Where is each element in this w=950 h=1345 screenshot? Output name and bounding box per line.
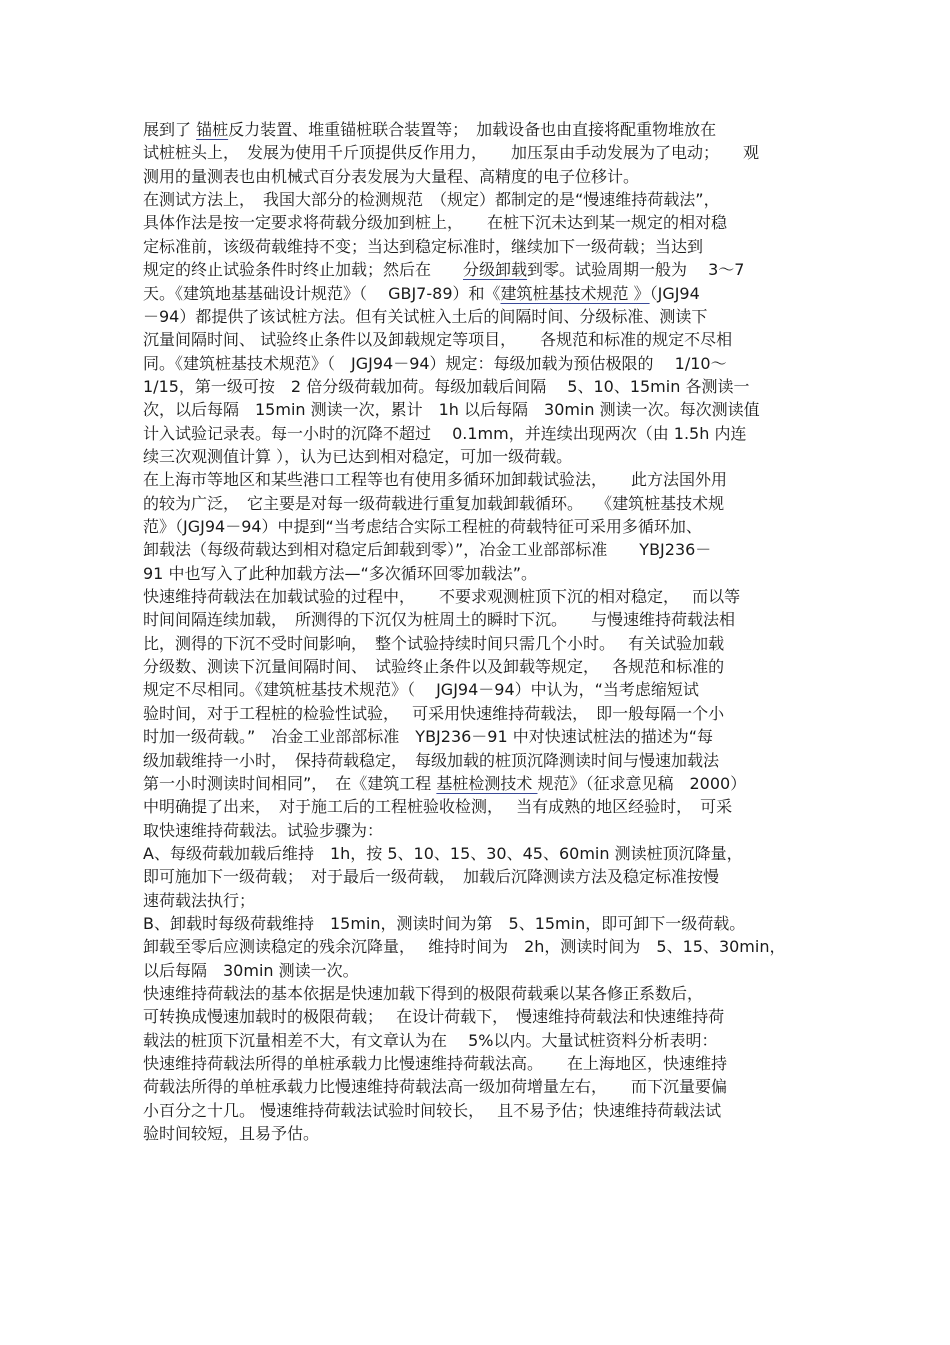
text-run: 比，测得的下沉不受时间影响， 整个试验持续时间只需几个小时。 有关试验加载	[143, 633, 725, 653]
text-line	[143, 608, 813, 632]
text-line	[143, 118, 813, 142]
text-run: 同。《建筑桩基技术规范》（ JGJ94－94）规定：每级加载为预估极限的 1/10～	[143, 353, 727, 373]
text-line	[143, 422, 813, 446]
text-line	[143, 188, 813, 212]
text-line	[143, 1029, 813, 1053]
text-line	[143, 235, 813, 259]
text-run: 可转换成慢速加载时的极限荷载； 在设计荷载下， 慢速维持荷载法和快速维持荷	[143, 1007, 725, 1027]
linked-term[interactable]: 建筑桩基技术规范 》	[500, 283, 650, 303]
text-line	[143, 1099, 813, 1123]
text-line	[143, 305, 813, 329]
linked-term[interactable]: 基桩检测技术	[436, 773, 538, 793]
text-line	[143, 819, 813, 843]
text-run: 的较为广泛， 它主要是对每一级荷载进行重复加载卸载循环。 《建筑桩基技术规	[143, 493, 725, 513]
text-run: 级加载维持一小时， 保持荷载稳定， 每级加载的桩顶沉降测读时间与慢速加载法	[143, 750, 720, 770]
text-line	[143, 749, 813, 773]
text-run: 即可施加下一级荷载； 对于最后一级荷载， 加载后沉降测读方法及稳定标准按慢	[143, 867, 720, 887]
text-run: 在测试方法上， 我国大部分的检测规范 （规定）都制定的是“慢速维持荷载法”，	[143, 190, 720, 210]
text-run: 卸载至零后应测读稳定的残余沉降量， 维持时间为 2h，测读时间为 5、15、30min，	[143, 937, 786, 957]
text-line	[143, 655, 813, 679]
text-run: B、卸载时每级荷载维持 15min，测读时间为第 5、15min，即可卸下一级荷载。	[143, 913, 746, 933]
text-line	[143, 282, 813, 306]
text-line	[143, 1052, 813, 1076]
linked-term[interactable]: 分级卸载	[463, 260, 528, 280]
text-run: 取快速维持荷载法。试验步骤为：	[143, 820, 384, 840]
text-run: 到零。试验周期一般为 3～7	[527, 260, 745, 280]
text-run: 验时间较短，且易予估。	[143, 1124, 320, 1144]
text-run: 计入试验记录表。每一小时的沉降不超过 0.1mm，并连续出现两次（由 1.5h 内连	[143, 423, 747, 443]
text-line	[143, 935, 813, 959]
text-run: （JGJ94	[649, 283, 700, 303]
text-line	[143, 141, 813, 165]
text-run: 规定的终止试验条件时终止加载；然后在	[143, 260, 464, 280]
text-line	[143, 1075, 813, 1099]
text-line	[143, 889, 813, 913]
text-run: 规定不尽相同。《建筑桩基技术规范》（ JGJ94－94）中认为，“当考虑缩短试	[143, 680, 699, 700]
text-line	[143, 211, 813, 235]
text-run: 沉量间隔时间、 试验终止条件以及卸载规定等项目， 各规范和标准的规定不尽相	[143, 330, 733, 350]
text-line	[143, 398, 813, 422]
text-line	[143, 445, 813, 469]
text-run: 91 中也写入了此种加载方法—“多次循环回零加载法”。	[143, 563, 538, 583]
text-line	[143, 795, 813, 819]
text-line	[143, 165, 813, 189]
text-line	[143, 585, 813, 609]
text-line	[143, 375, 813, 399]
text-run: 定标准前，该级荷载维持不变；当达到稳定标准时，继续加下一级荷载；当达到	[143, 236, 704, 256]
text-line	[143, 632, 813, 656]
text-line	[143, 982, 813, 1006]
text-run: 载法的桩顶下沉量相差不大，有文章认为在 5%以内。大量试桩资料分析表明：	[143, 1030, 718, 1050]
text-line	[143, 678, 813, 702]
text-run: 快速维持荷载法的基本依据是快速加载下得到的极限荷载乘以某各修正系数后，	[143, 984, 704, 1003]
text-line	[143, 492, 813, 516]
text-run: 天。《建筑地基基础设计规范》（ GBJ7-89）和《	[143, 283, 501, 303]
text-line	[143, 352, 813, 376]
text-run: 荷载法所得的单桩承载力比慢速维持荷载法高一级加荷增量左右， 而下沉量要偏	[143, 1077, 728, 1097]
text-run: 中明确提了出来， 对于施工后的工程桩验收检测， 当有成熟的地区经验时， 可采	[143, 797, 733, 817]
text-line	[143, 258, 813, 282]
text-line	[143, 468, 813, 492]
text-run: 试桩桩头上， 发展为使用千斤顶提供反作用力， 加压泵由手动发展为了电动； 观	[143, 143, 760, 163]
text-run: 卸载法（每级荷载达到相对稳定后卸载到零）”，冶金工业部部标准 YBJ236－	[143, 540, 712, 560]
text-run: 快速维持荷载法在加载试验的过程中， 不要求观测桩顶下沉的相对稳定， 而以等	[143, 587, 741, 606]
text-run: 反力装置、堆重锚桩联合装置等； 加载设备也由直接将配重物堆放在	[228, 120, 717, 139]
text-run: 时间间隔连续加载， 所测得的下沉仅为桩周土的瞬时下沉。 与慢速维持荷载法相	[143, 610, 736, 630]
text-run: －94）都提供了该试桩方法。但有关试桩入土后的间隔时间、分级标准、测读下	[143, 306, 708, 326]
text-run: 分级数、测读下沉量间隔时间、 试验终止条件以及卸载等规定， 各规范和标准的	[143, 657, 725, 677]
text-line	[143, 842, 813, 866]
text-line	[143, 515, 813, 539]
text-line	[143, 538, 813, 562]
text-line	[143, 562, 813, 586]
text-line	[143, 772, 813, 796]
text-run: 验时间，对于工程桩的检验性试验， 可采用快速维持荷载法， 即一般每隔一个小	[143, 703, 725, 723]
text-run: 以后每隔 30min 测读一次。	[143, 960, 359, 980]
text-run: 时加一级荷载。” 冶金工业部部标准 YBJ236－91 中对快速试桩法的描述为“每	[143, 727, 714, 747]
text-run: 展到了	[143, 120, 197, 139]
text-run: 范》（JGJ94－94）中提到“当考虑结合实际工程桩的荷载特征可采用多循环加、	[143, 517, 702, 536]
text-line	[143, 702, 813, 726]
text-line	[143, 1005, 813, 1029]
text-run: 规范》（征求意见稿 2000）	[537, 773, 747, 793]
text-line	[143, 1122, 813, 1146]
text-line	[143, 865, 813, 889]
text-run: 续三次观测值计算 ），认为已达到相对稳定，可加一级荷载。	[143, 446, 573, 466]
text-line	[143, 959, 813, 983]
text-run: 第一小时测读时间相同”， 在《建筑工程	[143, 773, 437, 793]
text-line	[143, 725, 813, 749]
text-line	[143, 912, 813, 936]
linked-term[interactable]: 锚桩	[196, 120, 229, 139]
text-run: 速荷载法执行；	[143, 890, 256, 910]
text-run: A、每级荷载加载后维持 1h，按 5、10、15、30、45、60min 测读桩顶沉降量，	[143, 843, 743, 863]
text-line	[143, 328, 813, 352]
text-run: 1/15，第一级可按 2 倍分级荷载加荷。每级加载后间隔 5、10、15min 各测读一	[143, 376, 750, 396]
text-run: 具体作法是按一定要求将荷载分级加到桩上， 在桩下沉未达到某一规定的相对稳	[143, 213, 728, 233]
text-run: 测用的量测表也由机械式百分表发展为大量程、高精度的电子位移计。	[143, 166, 640, 186]
text-run: 小百分之十几。 慢速维持荷载法试验时间较长， 且不易予估；快速维持荷载法试	[143, 1100, 722, 1120]
text-run: 在上海市等地区和某些港口工程等也有使用多循环加卸载试验法， 此方法国外用	[143, 470, 728, 490]
text-run: 次，以后每隔 15min 测读一次，累计 1h 以后每隔 30min 测读一次。每次测读值	[143, 400, 760, 420]
text-run: 快速维持荷载法所得的单桩承载力比慢速维持荷载法高。 在上海地区，快速维持	[143, 1054, 728, 1073]
